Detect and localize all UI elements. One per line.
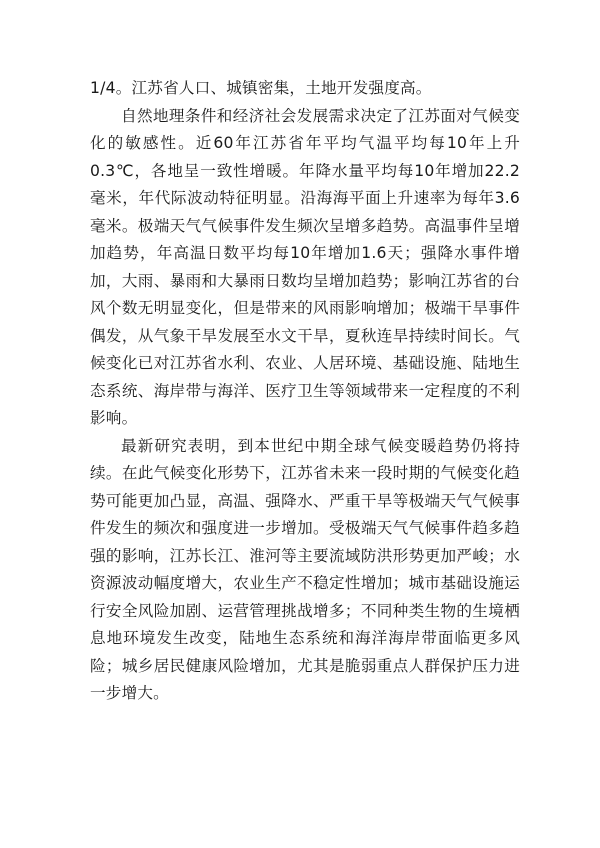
paragraph-future-trends: 最新研究表明，到本世纪中期全球气候变暖趋势仍将持续。在此气候变化形势下，江苏省未来一段时期的气候变化趋势可能更加凸显，高温、强降水、严重干旱等极端天气气候事件发生的频次和强度进一步增加。受极端天气气候事件趋多趋强的影响，江苏长江、淮河等主要流域防洪形势更加严峻；水资源波动幅度增大，农业生产不稳定性增加；城市基础设施运行安全风险加剧、运营管理挑战增多；不同种类生物的生境栖息地环境发生改变，陆地生态系统和海洋海岸带面临更多风险；城乡居民健康风险增加，尤其是脆弱重点人群保护压力进一步增大。 (90, 436, 520, 702)
document-body (90, 75, 520, 708)
paragraph-climate-sensitivity: 自然地理条件和经济社会发展需求决定了江苏面对气候变化的敏感性。近60年江苏省年平均气温平均每10年上升0.3℃，各地呈一致性增暖。年降水量平均每10年增加22.2毫米，年代际波动特征明显。沿海海平面上升速率为每年3.6毫米。极端天气气候事件发生频次呈增多趋势。高温事件呈增加趋势，年高温日数平均每10年增加1.6天；强降水事件增加，大雨、暴雨和大暴雨日数均呈增加趋势；影响江苏省的台风个数无明显变化，但是带来的风雨影响增加；极端干旱事件偶发，从气象干旱发展至水文干旱，夏秋连旱持续时间长。气候变化已对江苏省水利、农业、人居环境、基础设施、陆地生态系统、海岸带与海洋、医疗卫生等领域带来一定程度的不利影响。 (90, 106, 520, 427)
paragraph-continuation: 1/4。江苏省人口、城镇密集，土地开发强度高。 (90, 79, 432, 97)
